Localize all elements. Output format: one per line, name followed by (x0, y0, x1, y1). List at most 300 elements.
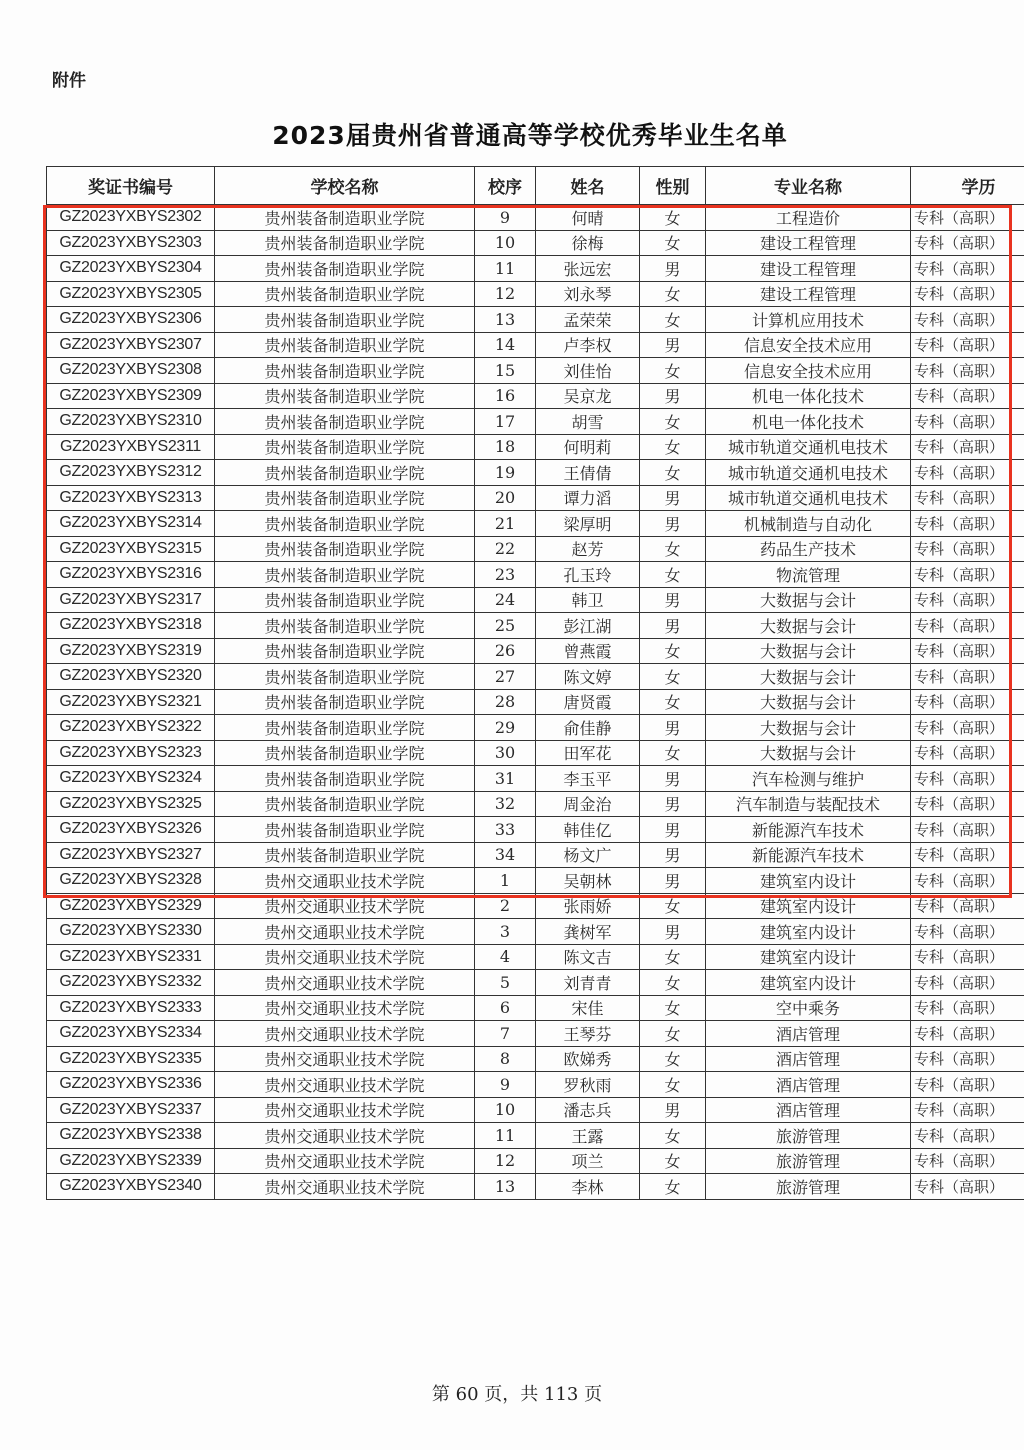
name-cell: 吴朝林 (536, 868, 640, 894)
name-cell: 李林 (536, 1174, 640, 1200)
table-row (47, 409, 1024, 435)
cert-no-cell: GZ2023YXBYS2332 (47, 970, 215, 996)
degree-cell: 专科（高职） (911, 332, 1024, 358)
degree-cell: 专科（高职） (911, 638, 1024, 664)
degree-cell: 专科（高职） (911, 970, 1024, 996)
major-cell: 城市轨道交通机电技术 (706, 485, 911, 511)
table-row (47, 332, 1024, 358)
cert-no-cell: GZ2023YXBYS2302 (47, 205, 215, 231)
school-seq-cell: 12 (475, 1148, 536, 1174)
school-cell: 贵州装备制造职业学院 (215, 740, 475, 766)
table-row (47, 383, 1024, 409)
name-cell: 谭力滔 (536, 485, 640, 511)
school-seq-cell: 11 (475, 1123, 536, 1149)
major-cell: 建筑室内设计 (706, 970, 911, 996)
table-row (47, 485, 1024, 511)
school-cell: 贵州装备制造职业学院 (215, 613, 475, 639)
degree-cell: 专科（高职） (911, 383, 1024, 409)
major-cell: 物流管理 (706, 562, 911, 588)
school-seq-cell: 10 (475, 1097, 536, 1123)
name-cell: 宋佳 (536, 995, 640, 1021)
table-row (47, 995, 1024, 1021)
cert-no-cell: GZ2023YXBYS2315 (47, 536, 215, 562)
column-header-major: 专业名称 (706, 167, 911, 205)
cert-no-cell: GZ2023YXBYS2320 (47, 664, 215, 690)
school-seq-cell: 17 (475, 409, 536, 435)
school-seq-cell: 10 (475, 230, 536, 256)
degree-cell: 专科（高职） (911, 358, 1024, 384)
degree-cell: 专科（高职） (911, 1021, 1024, 1047)
degree-cell: 专科（高职） (911, 740, 1024, 766)
major-cell: 建筑室内设计 (706, 919, 911, 945)
table-row (47, 1174, 1024, 1200)
school-cell: 贵州交通职业技术学院 (215, 1072, 475, 1098)
school-seq-cell: 23 (475, 562, 536, 588)
school-cell: 贵州交通职业技术学院 (215, 995, 475, 1021)
gender-cell: 女 (640, 689, 706, 715)
column-header-school: 学校名称 (215, 167, 475, 205)
name-cell: 俞佳静 (536, 715, 640, 741)
major-cell: 大数据与会计 (706, 715, 911, 741)
name-cell: 田军花 (536, 740, 640, 766)
table-row (47, 689, 1024, 715)
degree-cell: 专科（高职） (911, 995, 1024, 1021)
degree-cell: 专科（高职） (911, 791, 1024, 817)
table-row (47, 893, 1024, 919)
school-cell: 贵州交通职业技术学院 (215, 919, 475, 945)
gender-cell: 男 (640, 511, 706, 537)
degree-cell: 专科（高职） (911, 1148, 1024, 1174)
name-cell: 彭江湖 (536, 613, 640, 639)
major-cell: 建筑室内设计 (706, 893, 911, 919)
name-cell: 周金治 (536, 791, 640, 817)
major-cell: 大数据与会计 (706, 613, 911, 639)
degree-cell: 专科（高职） (911, 944, 1024, 970)
major-cell: 酒店管理 (706, 1046, 911, 1072)
school-seq-cell: 27 (475, 664, 536, 690)
school-seq-cell: 25 (475, 613, 536, 639)
gender-cell: 女 (640, 434, 706, 460)
name-cell: 徐梅 (536, 230, 640, 256)
school-seq-cell: 3 (475, 919, 536, 945)
name-cell: 张远宏 (536, 256, 640, 282)
school-seq-cell: 13 (475, 307, 536, 333)
school-cell: 贵州装备制造职业学院 (215, 715, 475, 741)
name-cell: 何明莉 (536, 434, 640, 460)
major-cell: 大数据与会计 (706, 740, 911, 766)
table-row (47, 281, 1024, 307)
major-cell: 空中乘务 (706, 995, 911, 1021)
major-cell: 汽车制造与装配技术 (706, 791, 911, 817)
table-row (47, 868, 1024, 894)
degree-cell: 专科（高职） (911, 256, 1024, 282)
major-cell: 新能源汽车技术 (706, 817, 911, 843)
school-seq-cell: 1 (475, 868, 536, 894)
school-seq-cell: 26 (475, 638, 536, 664)
cert-no-cell: GZ2023YXBYS2338 (47, 1123, 215, 1149)
school-cell: 贵州交通职业技术学院 (215, 868, 475, 894)
name-cell: 王倩倩 (536, 460, 640, 486)
school-cell: 贵州装备制造职业学院 (215, 842, 475, 868)
table-header-row (47, 167, 1024, 205)
degree-cell: 专科（高职） (911, 893, 1024, 919)
cert-no-cell: GZ2023YXBYS2330 (47, 919, 215, 945)
column-header-cert-no: 奖证书编号 (47, 167, 215, 205)
gender-cell: 女 (640, 281, 706, 307)
table-row (47, 562, 1024, 588)
gender-cell: 女 (640, 893, 706, 919)
cert-no-cell: GZ2023YXBYS2306 (47, 307, 215, 333)
gender-cell: 男 (640, 613, 706, 639)
school-cell: 贵州装备制造职业学院 (215, 434, 475, 460)
cert-no-cell: GZ2023YXBYS2304 (47, 256, 215, 282)
name-cell: 陈文吉 (536, 944, 640, 970)
school-cell: 贵州交通职业技术学院 (215, 1174, 475, 1200)
gender-cell: 男 (640, 485, 706, 511)
cert-no-cell: GZ2023YXBYS2324 (47, 766, 215, 792)
name-cell: 孔玉玲 (536, 562, 640, 588)
cert-no-cell: GZ2023YXBYS2317 (47, 587, 215, 613)
table-row (47, 638, 1024, 664)
table-row (47, 842, 1024, 868)
school-cell: 贵州装备制造职业学院 (215, 409, 475, 435)
school-seq-cell: 20 (475, 485, 536, 511)
school-cell: 贵州装备制造职业学院 (215, 791, 475, 817)
table-row (47, 1046, 1024, 1072)
degree-cell: 专科（高职） (911, 307, 1024, 333)
school-seq-cell: 16 (475, 383, 536, 409)
table-row (47, 434, 1024, 460)
school-cell: 贵州装备制造职业学院 (215, 460, 475, 486)
degree-cell: 专科（高职） (911, 817, 1024, 843)
gender-cell: 女 (640, 1021, 706, 1047)
table-row (47, 1097, 1024, 1123)
major-cell: 机械制造与自动化 (706, 511, 911, 537)
name-cell: 李玉平 (536, 766, 640, 792)
gender-cell: 男 (640, 791, 706, 817)
gender-cell: 男 (640, 715, 706, 741)
major-cell: 信息安全技术应用 (706, 332, 911, 358)
school-cell: 贵州装备制造职业学院 (215, 511, 475, 537)
major-cell: 建筑室内设计 (706, 944, 911, 970)
school-cell: 贵州交通职业技术学院 (215, 944, 475, 970)
table-row (47, 944, 1024, 970)
name-cell: 孟荣荣 (536, 307, 640, 333)
gender-cell: 女 (640, 1174, 706, 1200)
cert-no-cell: GZ2023YXBYS2326 (47, 817, 215, 843)
school-seq-cell: 12 (475, 281, 536, 307)
school-cell: 贵州装备制造职业学院 (215, 230, 475, 256)
major-cell: 大数据与会计 (706, 587, 911, 613)
cert-no-cell: GZ2023YXBYS2336 (47, 1072, 215, 1098)
degree-cell: 专科（高职） (911, 1174, 1024, 1200)
school-seq-cell: 8 (475, 1046, 536, 1072)
name-cell: 项兰 (536, 1148, 640, 1174)
cert-no-cell: GZ2023YXBYS2314 (47, 511, 215, 537)
school-seq-cell: 9 (475, 1072, 536, 1098)
degree-cell: 专科（高职） (911, 689, 1024, 715)
school-cell: 贵州装备制造职业学院 (215, 638, 475, 664)
name-cell: 欧娣秀 (536, 1046, 640, 1072)
gender-cell: 男 (640, 587, 706, 613)
cert-no-cell: GZ2023YXBYS2311 (47, 434, 215, 460)
name-cell: 潘志兵 (536, 1097, 640, 1123)
major-cell: 药品生产技术 (706, 536, 911, 562)
school-seq-cell: 5 (475, 970, 536, 996)
cert-no-cell: GZ2023YXBYS2331 (47, 944, 215, 970)
cert-no-cell: GZ2023YXBYS2319 (47, 638, 215, 664)
degree-cell: 专科（高职） (911, 281, 1024, 307)
attachment-label: 附件 (52, 71, 86, 91)
column-header-gender: 性别 (640, 167, 706, 205)
major-cell: 旅游管理 (706, 1123, 911, 1149)
column-header-school-seq: 校序 (475, 167, 536, 205)
school-cell: 贵州交通职业技术学院 (215, 893, 475, 919)
name-cell: 张雨娇 (536, 893, 640, 919)
name-cell: 胡雪 (536, 409, 640, 435)
school-cell: 贵州装备制造职业学院 (215, 256, 475, 282)
major-cell: 大数据与会计 (706, 664, 911, 690)
major-cell: 新能源汽车技术 (706, 842, 911, 868)
table-row (47, 1148, 1024, 1174)
school-seq-cell: 32 (475, 791, 536, 817)
degree-cell: 专科（高职） (911, 766, 1024, 792)
gender-cell: 男 (640, 766, 706, 792)
school-cell: 贵州交通职业技术学院 (215, 1123, 475, 1149)
major-cell: 建筑室内设计 (706, 868, 911, 894)
name-cell: 杨文广 (536, 842, 640, 868)
gender-cell: 女 (640, 307, 706, 333)
name-cell: 卢李权 (536, 332, 640, 358)
cert-no-cell: GZ2023YXBYS2323 (47, 740, 215, 766)
cert-no-cell: GZ2023YXBYS2329 (47, 893, 215, 919)
degree-cell: 专科（高职） (911, 434, 1024, 460)
major-cell: 建设工程管理 (706, 256, 911, 282)
degree-cell: 专科（高职） (911, 460, 1024, 486)
school-cell: 贵州装备制造职业学院 (215, 689, 475, 715)
cert-no-cell: GZ2023YXBYS2312 (47, 460, 215, 486)
major-cell: 机电一体化技术 (706, 409, 911, 435)
school-seq-cell: 24 (475, 587, 536, 613)
degree-cell: 专科（高职） (911, 409, 1024, 435)
degree-cell: 专科（高职） (911, 230, 1024, 256)
name-cell: 何晴 (536, 205, 640, 231)
gender-cell: 男 (640, 383, 706, 409)
school-cell: 贵州装备制造职业学院 (215, 562, 475, 588)
school-cell: 贵州装备制造职业学院 (215, 664, 475, 690)
column-header-degree: 学历 (911, 167, 1024, 205)
school-seq-cell: 33 (475, 817, 536, 843)
cert-no-cell: GZ2023YXBYS2305 (47, 281, 215, 307)
degree-cell: 专科（高职） (911, 485, 1024, 511)
school-cell: 贵州装备制造职业学院 (215, 281, 475, 307)
gender-cell: 男 (640, 1097, 706, 1123)
major-cell: 酒店管理 (706, 1021, 911, 1047)
school-seq-cell: 30 (475, 740, 536, 766)
cert-no-cell: GZ2023YXBYS2308 (47, 358, 215, 384)
degree-cell: 专科（高职） (911, 587, 1024, 613)
gender-cell: 男 (640, 919, 706, 945)
degree-cell: 专科（高职） (911, 1097, 1024, 1123)
school-seq-cell: 14 (475, 332, 536, 358)
gender-cell: 女 (640, 664, 706, 690)
name-cell: 龚树军 (536, 919, 640, 945)
major-cell: 城市轨道交通机电技术 (706, 460, 911, 486)
table-row (47, 587, 1024, 613)
major-cell: 建设工程管理 (706, 230, 911, 256)
major-cell: 酒店管理 (706, 1072, 911, 1098)
school-cell: 贵州装备制造职业学院 (215, 817, 475, 843)
school-seq-cell: 31 (475, 766, 536, 792)
cert-no-cell: GZ2023YXBYS2316 (47, 562, 215, 588)
table-row (47, 205, 1024, 231)
school-seq-cell: 21 (475, 511, 536, 537)
school-cell: 贵州装备制造职业学院 (215, 205, 475, 231)
cert-no-cell: GZ2023YXBYS2334 (47, 1021, 215, 1047)
name-cell: 刘永琴 (536, 281, 640, 307)
table-row (47, 664, 1024, 690)
school-seq-cell: 15 (475, 358, 536, 384)
major-cell: 工程造价 (706, 205, 911, 231)
table-row (47, 766, 1024, 792)
cert-no-cell: GZ2023YXBYS2328 (47, 868, 215, 894)
cert-no-cell: GZ2023YXBYS2318 (47, 613, 215, 639)
degree-cell: 专科（高职） (911, 1123, 1024, 1149)
table-row (47, 1123, 1024, 1149)
table-row (47, 511, 1024, 537)
school-seq-cell: 7 (475, 1021, 536, 1047)
table-row (47, 817, 1024, 843)
school-cell: 贵州交通职业技术学院 (215, 1046, 475, 1072)
cert-no-cell: GZ2023YXBYS2340 (47, 1174, 215, 1200)
school-seq-cell: 29 (475, 715, 536, 741)
gender-cell: 女 (640, 1148, 706, 1174)
gender-cell: 女 (640, 230, 706, 256)
degree-cell: 专科（高职） (911, 511, 1024, 537)
name-cell: 王琴芬 (536, 1021, 640, 1047)
school-cell: 贵州交通职业技术学院 (215, 970, 475, 996)
degree-cell: 专科（高职） (911, 868, 1024, 894)
table-row (47, 460, 1024, 486)
degree-cell: 专科（高职） (911, 842, 1024, 868)
gender-cell: 男 (640, 817, 706, 843)
table-row (47, 536, 1024, 562)
cert-no-cell: GZ2023YXBYS2313 (47, 485, 215, 511)
name-cell: 刘青青 (536, 970, 640, 996)
table-row (47, 613, 1024, 639)
school-cell: 贵州装备制造职业学院 (215, 358, 475, 384)
table-row (47, 230, 1024, 256)
table-body (47, 205, 1024, 1200)
school-seq-cell: 28 (475, 689, 536, 715)
name-cell: 曾燕霞 (536, 638, 640, 664)
table-row (47, 1021, 1024, 1047)
cert-no-cell: GZ2023YXBYS2325 (47, 791, 215, 817)
gender-cell: 男 (640, 332, 706, 358)
column-header-name: 姓名 (536, 167, 640, 205)
school-cell: 贵州装备制造职业学院 (215, 536, 475, 562)
major-cell: 大数据与会计 (706, 638, 911, 664)
gender-cell: 女 (640, 1123, 706, 1149)
name-cell: 韩卫 (536, 587, 640, 613)
gender-cell: 女 (640, 1046, 706, 1072)
school-seq-cell: 6 (475, 995, 536, 1021)
gender-cell: 女 (640, 562, 706, 588)
school-seq-cell: 19 (475, 460, 536, 486)
cert-no-cell: GZ2023YXBYS2321 (47, 689, 215, 715)
table-row (47, 307, 1024, 333)
degree-cell: 专科（高职） (911, 536, 1024, 562)
table-row (47, 919, 1024, 945)
gender-cell: 女 (640, 409, 706, 435)
major-cell: 计算机应用技术 (706, 307, 911, 333)
school-seq-cell: 2 (475, 893, 536, 919)
name-cell: 王露 (536, 1123, 640, 1149)
name-cell: 赵芳 (536, 536, 640, 562)
gender-cell: 女 (640, 536, 706, 562)
name-cell: 韩佳亿 (536, 817, 640, 843)
major-cell: 城市轨道交通机电技术 (706, 434, 911, 460)
degree-cell: 专科（高职） (911, 1072, 1024, 1098)
school-cell: 贵州装备制造职业学院 (215, 383, 475, 409)
school-seq-cell: 13 (475, 1174, 536, 1200)
gender-cell: 女 (640, 970, 706, 996)
cert-no-cell: GZ2023YXBYS2303 (47, 230, 215, 256)
table-row (47, 740, 1024, 766)
table-row (47, 358, 1024, 384)
gender-cell: 女 (640, 205, 706, 231)
major-cell: 信息安全技术应用 (706, 358, 911, 384)
table-row (47, 970, 1024, 996)
major-cell: 旅游管理 (706, 1174, 911, 1200)
gender-cell: 女 (640, 944, 706, 970)
school-seq-cell: 18 (475, 434, 536, 460)
name-cell: 陈文婷 (536, 664, 640, 690)
gender-cell: 女 (640, 995, 706, 1021)
school-cell: 贵州交通职业技术学院 (215, 1148, 475, 1174)
school-cell: 贵州装备制造职业学院 (215, 332, 475, 358)
degree-cell: 专科（高职） (911, 613, 1024, 639)
degree-cell: 专科（高职） (911, 205, 1024, 231)
major-cell: 酒店管理 (706, 1097, 911, 1123)
school-cell: 贵州装备制造职业学院 (215, 485, 475, 511)
cert-no-cell: GZ2023YXBYS2337 (47, 1097, 215, 1123)
name-cell: 吴京龙 (536, 383, 640, 409)
name-cell: 梁厚明 (536, 511, 640, 537)
school-seq-cell: 34 (475, 842, 536, 868)
graduates-table (46, 166, 1024, 1200)
gender-cell: 女 (640, 638, 706, 664)
major-cell: 建设工程管理 (706, 281, 911, 307)
gender-cell: 男 (640, 842, 706, 868)
cert-no-cell: GZ2023YXBYS2310 (47, 409, 215, 435)
gender-cell: 女 (640, 740, 706, 766)
cert-no-cell: GZ2023YXBYS2335 (47, 1046, 215, 1072)
school-cell: 贵州装备制造职业学院 (215, 587, 475, 613)
gender-cell: 男 (640, 256, 706, 282)
school-seq-cell: 4 (475, 944, 536, 970)
cert-no-cell: GZ2023YXBYS2333 (47, 995, 215, 1021)
major-cell: 机电一体化技术 (706, 383, 911, 409)
school-cell: 贵州交通职业技术学院 (215, 1097, 475, 1123)
degree-cell: 专科（高职） (911, 919, 1024, 945)
degree-cell: 专科（高职） (911, 562, 1024, 588)
cert-no-cell: GZ2023YXBYS2309 (47, 383, 215, 409)
school-seq-cell: 22 (475, 536, 536, 562)
page-number: 第 60 页，共 113 页 (431, 1384, 603, 1405)
major-cell: 大数据与会计 (706, 689, 911, 715)
major-cell: 汽车检测与维护 (706, 766, 911, 792)
